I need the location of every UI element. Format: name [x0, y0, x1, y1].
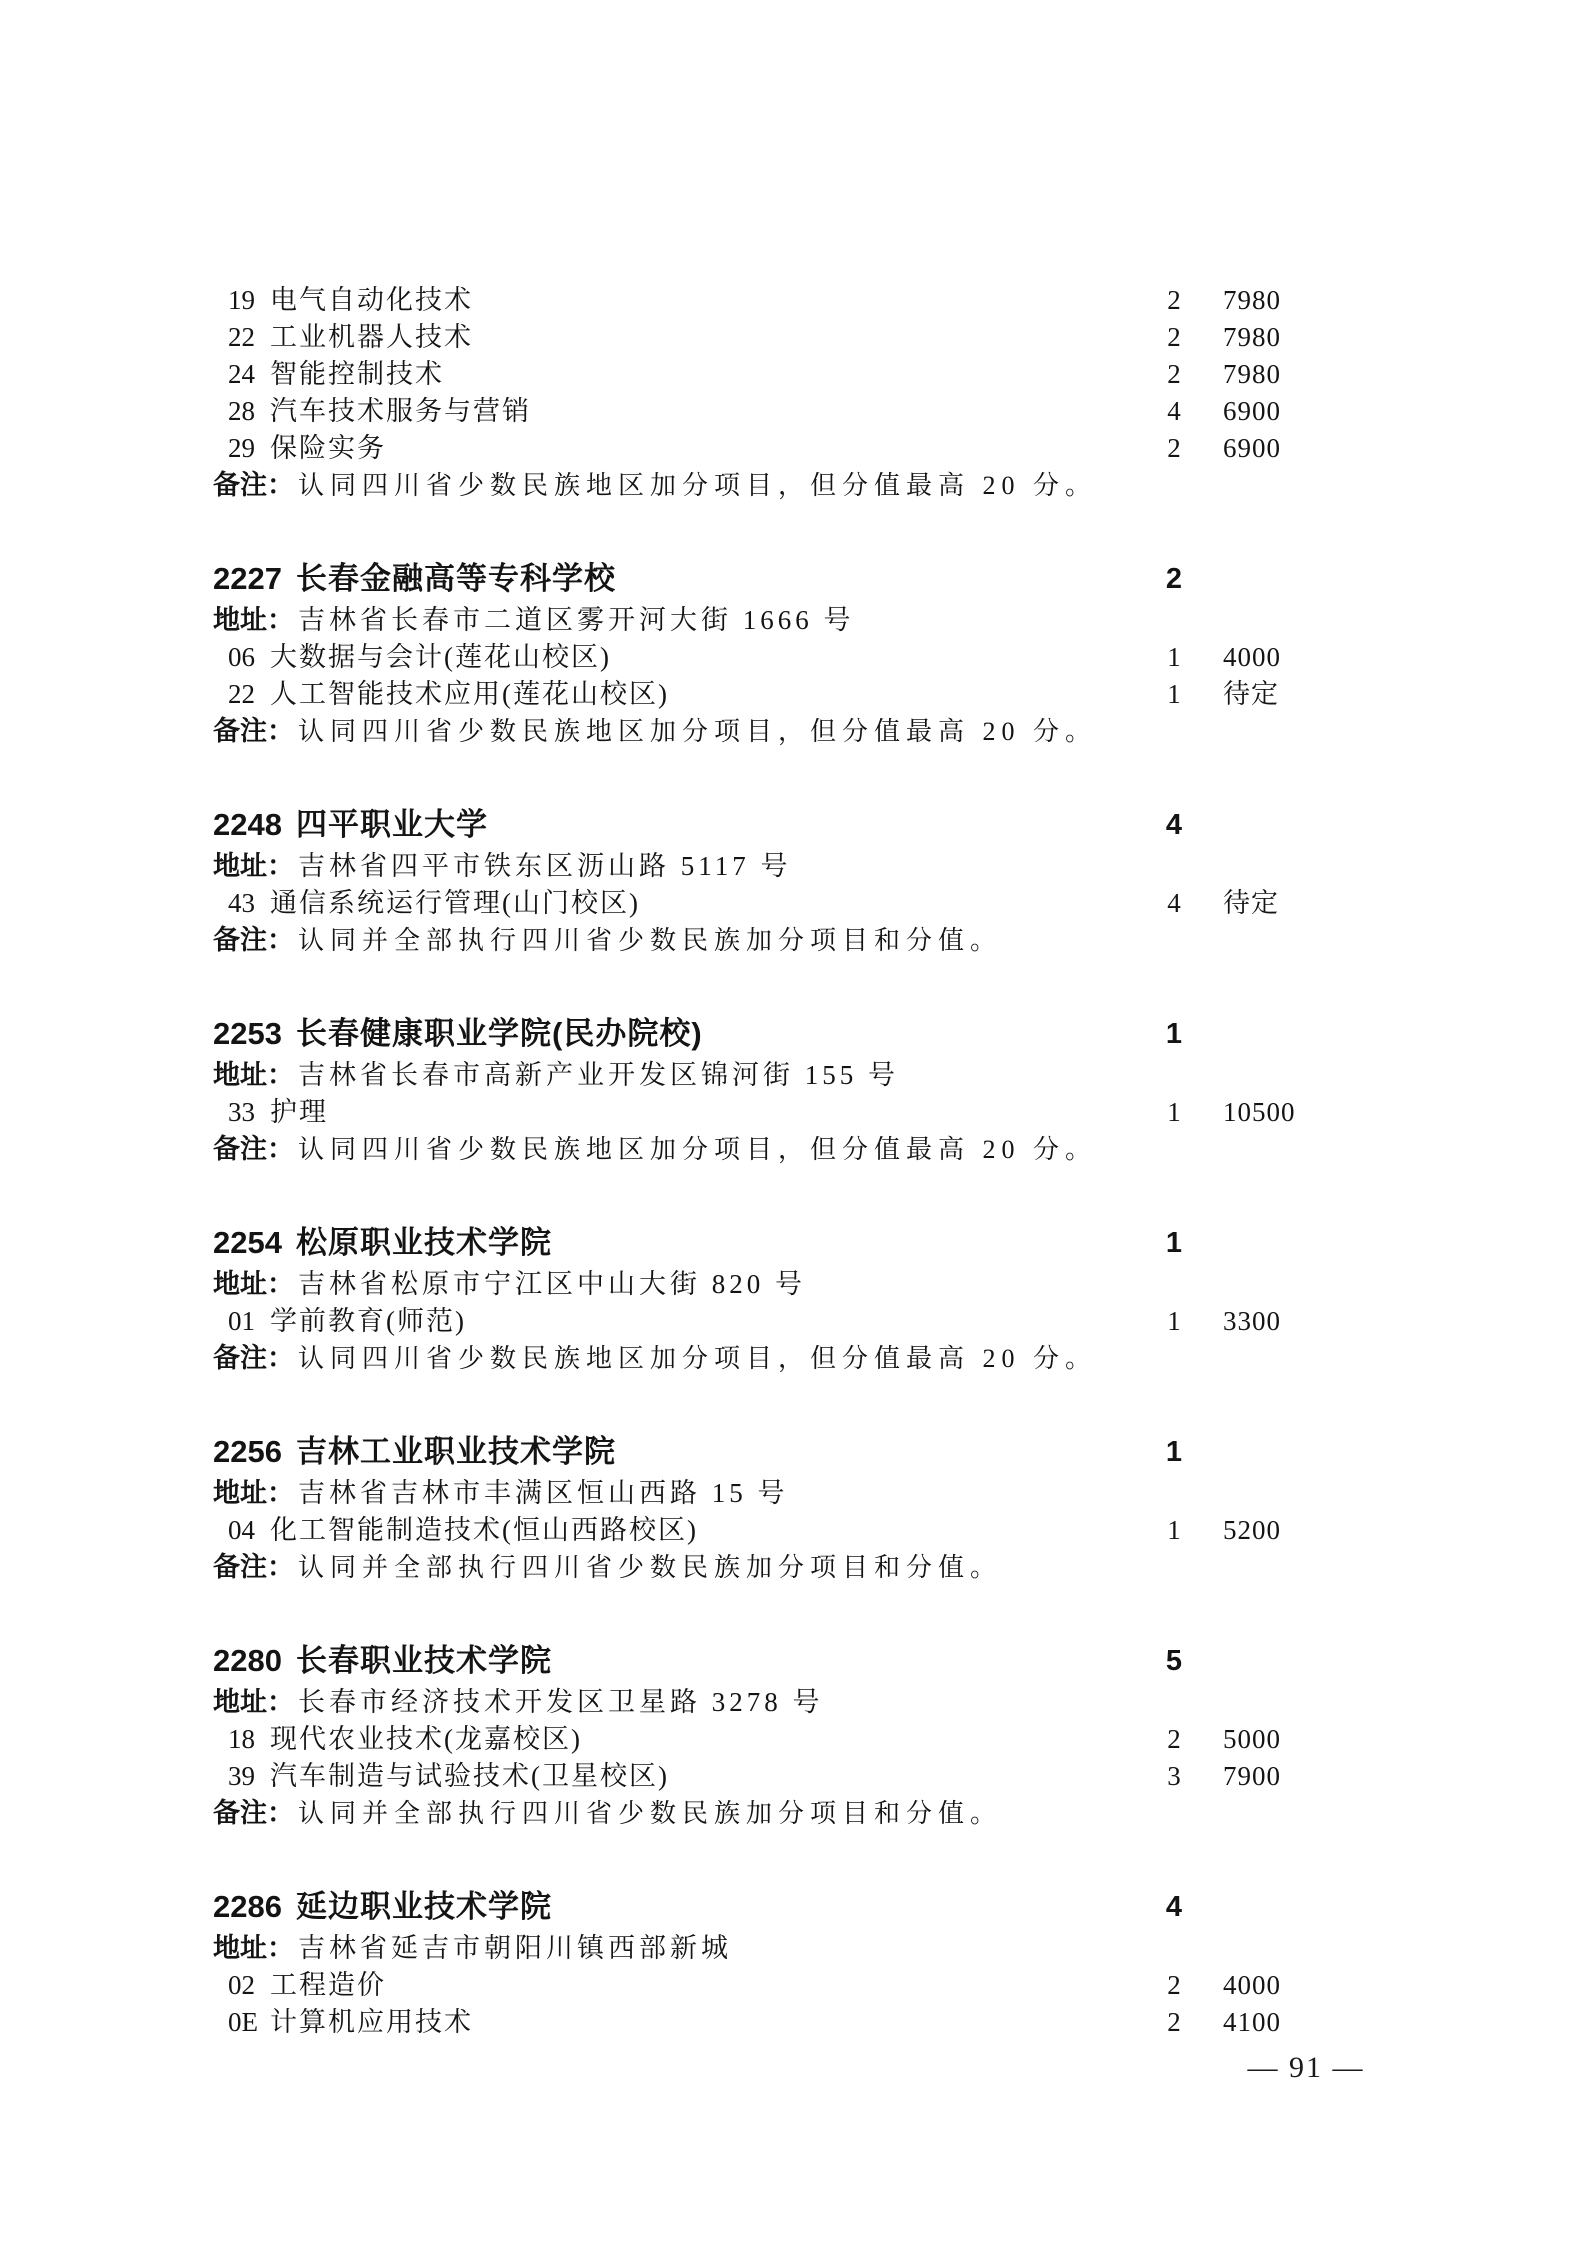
- college-major-list: [0, 1967, 1587, 2041]
- college-major-list: [0, 1303, 1587, 1340]
- college-address-line: [0, 1266, 1587, 1303]
- college-name: 延边职业技术学院: [296, 1889, 552, 1924]
- major-quota: 2: [1167, 322, 1181, 352]
- college-header: [0, 1638, 1587, 1684]
- college-name: 长春金融高等专科学校: [296, 561, 616, 596]
- college-header: [0, 802, 1587, 848]
- major-fee: 7900: [1223, 1761, 1281, 1791]
- major-code: 43: [228, 888, 255, 918]
- major-quota: 2: [1167, 2007, 1181, 2037]
- major-quota: 2: [1167, 433, 1181, 463]
- college-remark-line: [0, 922, 1587, 959]
- major-name: 保险实务: [270, 433, 386, 463]
- major-quota: 1: [1167, 1306, 1181, 1336]
- address-label: 地址：: [213, 1060, 294, 1090]
- major-row: [0, 1967, 1587, 2004]
- major-row: [0, 1721, 1587, 1758]
- major-row: [0, 393, 1587, 430]
- college-code: 2254: [213, 1225, 282, 1260]
- major-row: [0, 885, 1587, 922]
- major-code: 22: [228, 322, 255, 352]
- major-code: 19: [228, 285, 255, 315]
- major-quota: 1: [1167, 1097, 1181, 1127]
- major-code: 39: [228, 1761, 255, 1791]
- major-code: 24: [228, 359, 255, 389]
- college-name: 长春健康职业学院(民办院校): [296, 1016, 703, 1051]
- remark-value: 认同四川省少数民族地区加分项目，但分值最高 20 分。: [298, 1344, 1098, 1373]
- remark-label: 备注：: [213, 1134, 294, 1164]
- college-total-quota: 1: [1165, 1227, 1183, 1259]
- major-row: [0, 1512, 1587, 1549]
- address-value: 吉林省延吉市朝阳川镇西部新城: [298, 1933, 732, 1963]
- major-code: 29: [228, 433, 255, 463]
- address-label: 地址：: [213, 851, 294, 881]
- college-major-list: [0, 639, 1587, 713]
- address-label: 地址：: [213, 1269, 294, 1299]
- college-remark-line: [0, 1340, 1587, 1377]
- major-name: 通信系统运行管理(山门校区): [270, 888, 640, 918]
- page-number: — 91 —: [1247, 2051, 1365, 2084]
- college-address-line: [0, 1475, 1587, 1512]
- college-remark-line: [0, 713, 1587, 750]
- major-code: 33: [228, 1097, 255, 1127]
- major-quota: 1: [1167, 679, 1181, 709]
- major-quota: 2: [1167, 1970, 1181, 2000]
- college-code: 2280: [213, 1643, 282, 1678]
- college-major-list: [0, 1512, 1587, 1549]
- major-name: 现代农业技术(龙嘉校区): [270, 1724, 582, 1754]
- major-row: [0, 1303, 1587, 1340]
- address-label: 地址：: [213, 1478, 294, 1508]
- remark-value: 认同四川省少数民族地区加分项目，但分值最高 20 分。: [298, 717, 1098, 746]
- college-name: 四平职业大学: [296, 807, 488, 842]
- major-row: [0, 356, 1587, 393]
- college-sections: [0, 556, 1587, 2041]
- major-code: 18: [228, 1724, 255, 1754]
- college-total-quota: 1: [1165, 1018, 1183, 1050]
- major-row: [0, 2004, 1587, 2041]
- remark-label: 备注：: [213, 925, 294, 955]
- address-label: 地址：: [213, 1687, 294, 1717]
- address-label: 地址：: [213, 1933, 294, 1963]
- college-section: [0, 1011, 1587, 1168]
- major-fee: 4100: [1223, 2007, 1281, 2037]
- address-value: 吉林省吉林市丰满区恒山西路 15 号: [298, 1478, 789, 1508]
- major-quota: 1: [1167, 1515, 1181, 1545]
- major-name: 护理: [270, 1097, 328, 1127]
- college-address-line: [0, 1930, 1587, 1967]
- address-value: 吉林省松原市宁江区中山大街 820 号: [298, 1269, 806, 1299]
- major-quota: 2: [1167, 359, 1181, 389]
- college-total-quota: 1: [1165, 1436, 1183, 1468]
- major-name: 智能控制技术: [270, 359, 444, 389]
- college-section: [0, 802, 1587, 959]
- major-row: [0, 319, 1587, 356]
- remark-value: 认同并全部执行四川省少数民族加分项目和分值。: [298, 1553, 1003, 1582]
- major-fee: 7980: [1223, 285, 1281, 315]
- major-code: 22: [228, 679, 255, 709]
- remark-value: 认同四川省少数民族地区加分项目，但分值最高 20 分。: [298, 1135, 1098, 1164]
- college-address-line: [0, 848, 1587, 885]
- major-row: [0, 1758, 1587, 1795]
- remark-label: 备注：: [213, 1552, 294, 1582]
- major-quota: 2: [1167, 285, 1181, 315]
- major-name: 工程造价: [270, 1970, 386, 2000]
- college-total-quota: 2: [1165, 563, 1183, 595]
- college-address-line: [0, 1684, 1587, 1721]
- remark-value: 认同四川省少数民族地区加分项目，但分值最高 20 分。: [298, 471, 1098, 500]
- major-fee: 7980: [1223, 359, 1281, 389]
- major-code: 0E: [228, 2007, 258, 2037]
- major-row: [0, 430, 1587, 467]
- college-header: [0, 1011, 1587, 1057]
- college-header: [0, 556, 1587, 602]
- college-section: [0, 1429, 1587, 1586]
- major-name: 计算机应用技术: [270, 2007, 473, 2037]
- remark-value: 认同并全部执行四川省少数民族加分项目和分值。: [298, 926, 1003, 955]
- major-quota: 1: [1167, 642, 1181, 672]
- college-code: 2253: [213, 1016, 282, 1051]
- major-code: 04: [228, 1515, 255, 1545]
- address-value: 长春市经济技术开发区卫星路 3278 号: [298, 1687, 824, 1717]
- major-row: [0, 1094, 1587, 1131]
- college-address-line: [0, 602, 1587, 639]
- college-code: 2286: [213, 1889, 282, 1924]
- college-major-list: [0, 1094, 1587, 1131]
- remark-value: 认同并全部执行四川省少数民族加分项目和分值。: [298, 1799, 1003, 1828]
- major-fee: 5000: [1223, 1724, 1281, 1754]
- college-code: 2256: [213, 1434, 282, 1469]
- college-name: 松原职业技术学院: [296, 1225, 552, 1260]
- major-row: [0, 676, 1587, 713]
- major-code: 01: [228, 1306, 255, 1336]
- college-total-quota: 4: [1165, 809, 1183, 841]
- college-header: [0, 1429, 1587, 1475]
- college-remark-line: [0, 1549, 1587, 1586]
- major-quota: 2: [1167, 1724, 1181, 1754]
- major-fee: 3300: [1223, 1306, 1281, 1336]
- major-fee: 4000: [1223, 642, 1281, 672]
- college-section: [0, 1884, 1587, 2041]
- college-name: 吉林工业职业技术学院: [296, 1434, 616, 1469]
- major-fee: 6900: [1223, 433, 1281, 463]
- major-name: 人工智能技术应用(莲花山校区): [270, 679, 669, 709]
- major-fee: 5200: [1223, 1515, 1281, 1545]
- major-quota: 4: [1167, 888, 1181, 918]
- college-code: 2248: [213, 807, 282, 842]
- major-fee: 4000: [1223, 1970, 1281, 2000]
- major-name: 学前教育(师范): [270, 1306, 466, 1336]
- college-address-line: [0, 1057, 1587, 1094]
- major-fee: 待定: [1223, 679, 1279, 709]
- document-content: [0, 282, 1587, 2041]
- remark-label: 备注：: [213, 1798, 294, 1828]
- college-major-list: [0, 1721, 1587, 1795]
- college-code: 2227: [213, 561, 282, 596]
- college-major-list: [0, 282, 1587, 467]
- remark-label: 备注：: [213, 470, 294, 500]
- major-name: 电气自动化技术: [270, 285, 473, 315]
- college-section: [0, 556, 1587, 750]
- major-name: 工业机器人技术: [270, 322, 473, 352]
- address-value: 吉林省长春市高新产业开发区锦河街 155 号: [298, 1060, 899, 1090]
- major-name: 汽车制造与试验技术(卫星校区): [270, 1761, 669, 1791]
- major-quota: 4: [1167, 396, 1181, 426]
- address-value: 吉林省长春市二道区雾开河大街 1666 号: [298, 605, 855, 635]
- college-total-quota: 5: [1165, 1645, 1183, 1677]
- major-code: 06: [228, 642, 255, 672]
- continued-college-section: [0, 282, 1587, 504]
- major-code: 02: [228, 1970, 255, 2000]
- address-label: 地址：: [213, 605, 294, 635]
- major-name: 化工智能制造技术(恒山西路校区): [270, 1515, 698, 1545]
- college-section: [0, 1220, 1587, 1377]
- college-remark-line: [0, 1795, 1587, 1832]
- major-name: 汽车技术服务与营销: [270, 396, 531, 426]
- major-fee: 7980: [1223, 322, 1281, 352]
- college-header: [0, 1884, 1587, 1930]
- college-major-list: [0, 885, 1587, 922]
- college-total-quota: 4: [1165, 1891, 1183, 1923]
- major-fee: 6900: [1223, 396, 1281, 426]
- college-remark-line: [0, 467, 1587, 504]
- college-name: 长春职业技术学院: [296, 1643, 552, 1678]
- major-name: 大数据与会计(莲花山校区): [270, 642, 611, 672]
- remark-label: 备注：: [213, 1343, 294, 1373]
- major-code: 28: [228, 396, 255, 426]
- major-fee: 待定: [1223, 888, 1279, 918]
- address-value: 吉林省四平市铁东区沥山路 5117 号: [298, 851, 792, 881]
- major-quota: 3: [1167, 1761, 1181, 1791]
- college-section: [0, 1638, 1587, 1832]
- college-header: [0, 1220, 1587, 1266]
- college-remark-line: [0, 1131, 1587, 1168]
- major-fee: 10500: [1223, 1097, 1296, 1127]
- remark-label: 备注：: [213, 716, 294, 746]
- major-row: [0, 639, 1587, 676]
- major-row: [0, 282, 1587, 319]
